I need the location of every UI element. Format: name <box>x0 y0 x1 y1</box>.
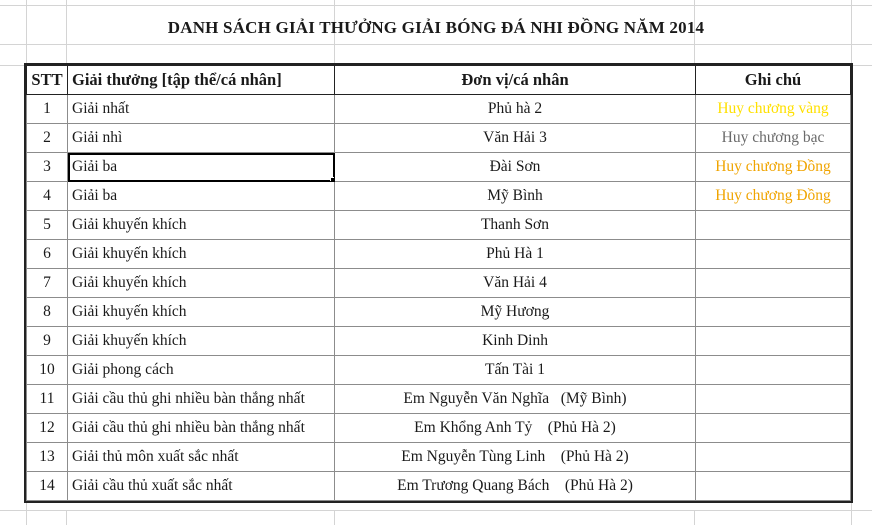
cell-unit[interactable]: Em Khổng Anh Tỷ (Phủ Hà 2) <box>335 414 696 443</box>
cell-award[interactable]: Giải thủ môn xuất sắc nhất <box>68 443 335 472</box>
cell-stt[interactable]: 6 <box>27 240 68 269</box>
table-row <box>27 240 851 269</box>
awards-table <box>26 65 851 501</box>
cell-stt[interactable]: 4 <box>27 182 68 211</box>
cell-stt[interactable]: 3 <box>27 153 68 182</box>
cell-stt[interactable]: 1 <box>27 95 68 124</box>
cell-note[interactable] <box>696 211 851 240</box>
table-row <box>27 385 851 414</box>
table-row <box>27 124 851 153</box>
cell-award[interactable]: Giải khuyến khích <box>68 327 335 356</box>
cell-note[interactable] <box>696 356 851 385</box>
cell-award[interactable]: Giải khuyến khích <box>68 211 335 240</box>
cell-unit[interactable]: Mỹ Hương <box>335 298 696 327</box>
cell-unit[interactable]: Em Nguyễn Văn Nghĩa (Mỹ Bình) <box>335 385 696 414</box>
table-row <box>27 211 851 240</box>
table-row <box>27 182 851 211</box>
cell-note[interactable] <box>696 327 851 356</box>
table-row <box>27 95 851 124</box>
cell-stt[interactable]: 7 <box>27 269 68 298</box>
cell-note[interactable] <box>696 298 851 327</box>
cell-award[interactable]: Giải cầu thủ ghi nhiều bàn thắng nhất <box>68 414 335 443</box>
cell-award[interactable]: Giải nhì <box>68 124 335 153</box>
cell-note[interactable] <box>696 414 851 443</box>
table-row <box>27 327 851 356</box>
cell-award[interactable]: Giải khuyến khích <box>68 240 335 269</box>
page-title: DANH SÁCH GIẢI THƯỞNG GIẢI BÓNG ĐÁ NHI ĐỒNG NĂM 2014 <box>167 18 705 37</box>
cell-unit[interactable]: Em Trương Quang Bách (Phủ Hà 2) <box>335 472 696 501</box>
table-row <box>27 414 851 443</box>
cell-award[interactable]: Giải cầu thủ xuất sắc nhất <box>68 472 335 501</box>
cell-stt[interactable]: 9 <box>27 327 68 356</box>
table-row <box>27 269 851 298</box>
header-stt[interactable]: STT <box>27 66 68 95</box>
header-unit[interactable]: Đơn vị/cá nhân <box>335 66 696 95</box>
cell-award-selected[interactable] <box>68 153 335 182</box>
cell-note[interactable] <box>696 269 851 298</box>
cell-note[interactable] <box>696 472 851 501</box>
fill-handle[interactable] <box>330 177 335 182</box>
cell-award[interactable]: Giải phong cách <box>68 356 335 385</box>
cell-note[interactable] <box>696 240 851 269</box>
cell-note[interactable]: Huy chương Đồng <box>696 182 851 211</box>
cell-award[interactable]: Giải cầu thủ ghi nhiều bàn thắng nhất <box>68 385 335 414</box>
cell-stt[interactable]: 2 <box>27 124 68 153</box>
cell-stt[interactable]: 8 <box>27 298 68 327</box>
cell-stt[interactable]: 10 <box>27 356 68 385</box>
cell-unit[interactable]: Mỹ Bình <box>335 182 696 211</box>
cell-unit[interactable]: Kinh Dinh <box>335 327 696 356</box>
cell-award[interactable]: Giải nhất <box>68 95 335 124</box>
table-row <box>27 298 851 327</box>
cell-note[interactable]: Huy chương bạc <box>696 124 851 153</box>
cell-unit[interactable]: Phủ Hà 1 <box>335 240 696 269</box>
cell-unit[interactable]: Đài Sơn <box>335 153 696 182</box>
cell-unit[interactable]: Văn Hải 3 <box>335 124 696 153</box>
cell-unit[interactable]: Văn Hải 4 <box>335 269 696 298</box>
table-row <box>27 356 851 385</box>
cell-award[interactable]: Giải ba <box>68 182 335 211</box>
table-header-row <box>27 66 851 95</box>
cell-unit[interactable]: Thanh Sơn <box>335 211 696 240</box>
cell-award[interactable]: Giải khuyến khích <box>68 269 335 298</box>
header-note[interactable]: Ghi chú <box>696 66 851 95</box>
cell-stt[interactable]: 5 <box>27 211 68 240</box>
cell-stt[interactable]: 12 <box>27 414 68 443</box>
table-row <box>27 443 851 472</box>
cell-stt[interactable]: 11 <box>27 385 68 414</box>
cell-unit[interactable]: Phủ hà 2 <box>335 95 696 124</box>
cell-note[interactable]: Huy chương vàng <box>696 95 851 124</box>
table-row <box>27 472 851 501</box>
header-award[interactable]: Giải thưởng [tập thể/cá nhân] <box>68 66 335 95</box>
cell-unit[interactable]: Em Nguyễn Tùng Linh (Phủ Hà 2) <box>335 443 696 472</box>
cell-unit[interactable]: Tấn Tài 1 <box>335 356 696 385</box>
table-row <box>27 153 851 182</box>
cell-award-text: Giải ba <box>72 158 118 175</box>
cell-note[interactable] <box>696 385 851 414</box>
cell-stt[interactable]: 13 <box>27 443 68 472</box>
cell-note[interactable]: Huy chương Đồng <box>696 153 851 182</box>
cell-award[interactable]: Giải khuyến khích <box>68 298 335 327</box>
cell-stt[interactable]: 14 <box>27 472 68 501</box>
cell-note[interactable] <box>696 443 851 472</box>
